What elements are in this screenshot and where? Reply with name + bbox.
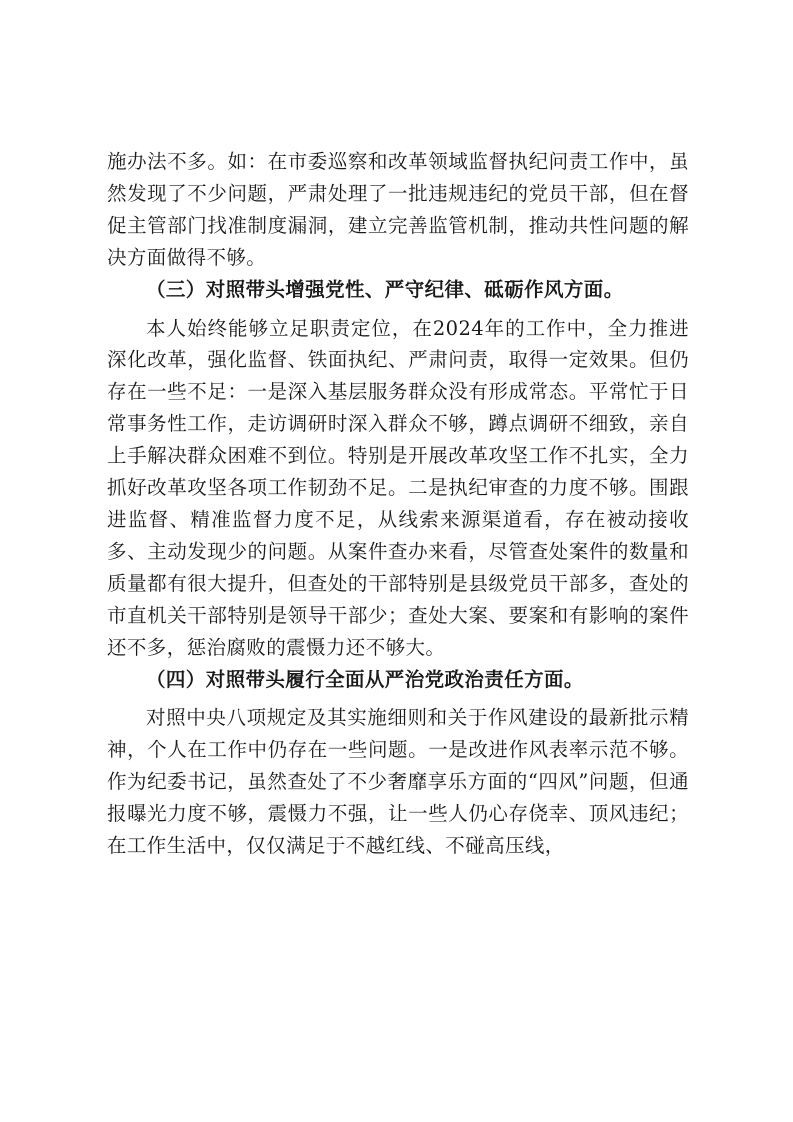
body-paragraph-1: 施办法不多。如：在市委巡察和改革领域监督执纪问责工作中，虽然发现了不少问题，严肃处理了一批违规违纪的党员干部，但在督促主管部门找准制度漏洞，建立完善监管机制，推动共性问题的解决方面做得不够。 <box>107 150 689 269</box>
document-body <box>107 146 689 862</box>
body-paragraph-2: 本人始终能够立足职责定位，在2024年的工作中，全力推进深化改革，强化监督、铁面执纪、严肃问责，取得一定效果。但仍存在一些不足：一是深入基层服务群众没有形成常态。平常忙于日常事务性工作，走访调研时深入群众不够，蹲点调研不细致，亲自上手解决群众困难不到位。特别是开展改革攻坚工作不扎实，全力抓好改革攻坚各项工作韧劲不足。二是执纪审查的力度不够。围跟进监督、精准监督力度不足，从线索来源渠道看，存在被动接收多、主动发现少的问题。从案件查办来看，尽管查处案件的数量和质量都有很大提升，但查处的干部特别是县级党员干部多，查处的市直机关干部特别是领导干部少；查处大案、要案和有影响的案件还不多，惩治腐败的震慑力还不够大。 <box>107 316 689 659</box>
section-heading-4: （四）对照带头履行全面从严治党政治责任方面。 <box>146 667 584 691</box>
section-heading-3: （三）对照带头增强党性、严守纪律、砥砺作风方面。 <box>146 277 624 301</box>
body-paragraph-3: 对照中央八项规定及其实施细则和关于作风建设的最新批示精神，个人在工作中仍存在一些问题。一是改进作风表率示范不够。作为纪委书记，虽然查处了不少奢靡享乐方面的“四风”问题，但通报曝光力度不够，震慑力不强，让一些人仍心存侥幸、顶风违纪；在工作生活中，仅仅满足于不越红线、不碰高压线， <box>107 706 689 858</box>
